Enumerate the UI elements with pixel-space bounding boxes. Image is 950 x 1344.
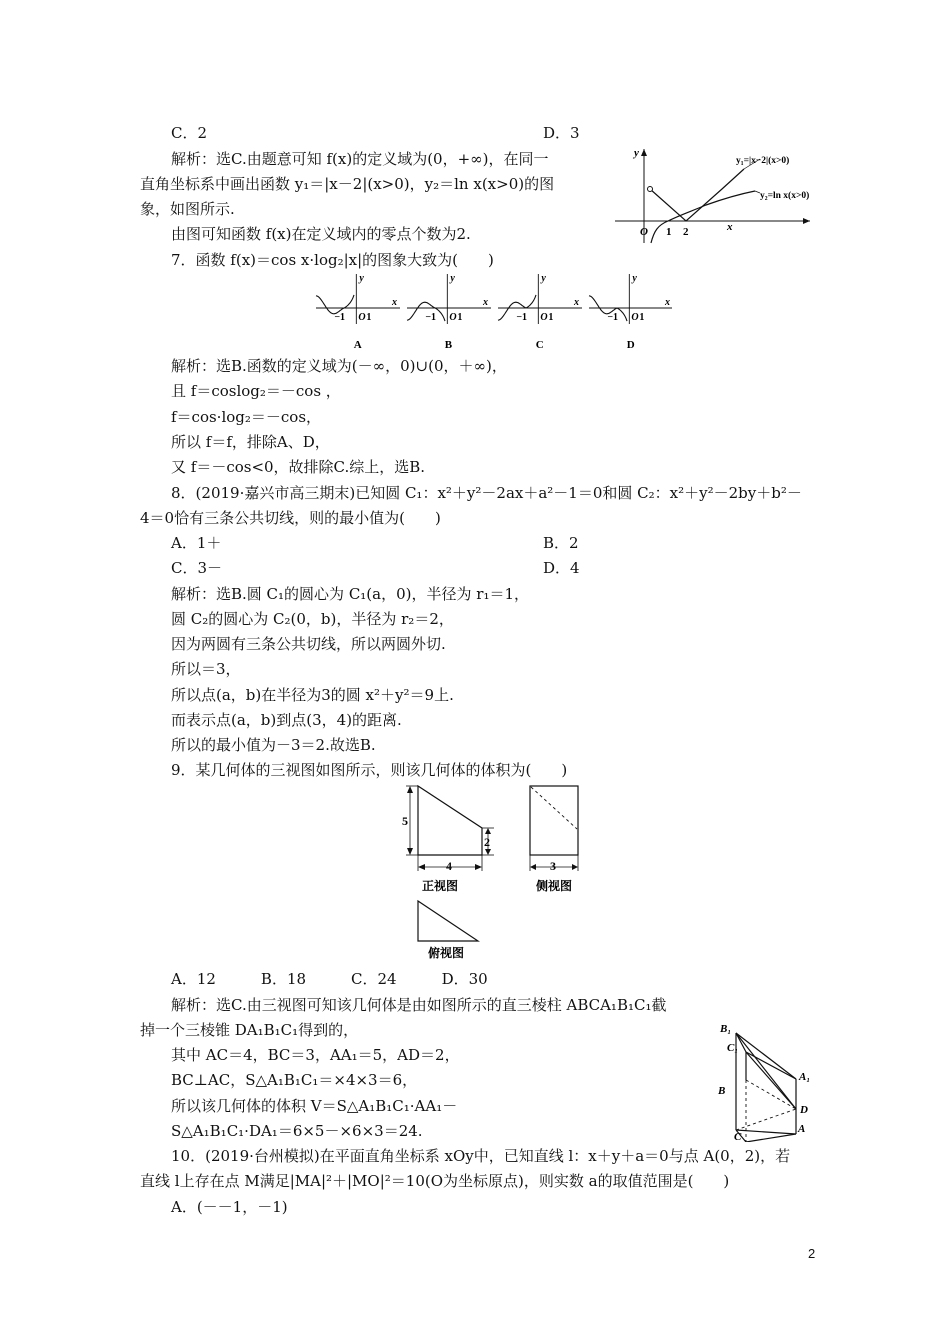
q6-solution-line: 象，如图所示. xyxy=(140,200,235,218)
option-graph-a xyxy=(316,273,400,351)
front-view-label: 正视图 xyxy=(422,879,459,893)
q9-solution-line: 其中 AC＝4，BC＝3，AA₁＝5，AD＝2， xyxy=(171,1046,460,1064)
axis-label: x xyxy=(392,297,397,308)
q6-option-d: D．3 xyxy=(543,124,580,142)
q8-option-b: B．2 xyxy=(543,534,579,552)
top-view-label: 俯视图 xyxy=(428,946,465,960)
axis-label: y xyxy=(359,273,364,284)
option-graph-c xyxy=(498,273,582,351)
y1-curve-label: y₁=|x−2|(x>0) xyxy=(736,156,790,166)
label-a1: A₁ xyxy=(799,1071,811,1083)
tick-label: 1 xyxy=(366,312,372,323)
q10-stem: 直线 l上存在点 M满足|MA|²＋|MO|²＝10(O为坐标原点)，则实数 a的取值范围是( ) xyxy=(140,1172,730,1190)
label-c1: C₁ xyxy=(727,1042,739,1054)
axis-label: x xyxy=(665,297,670,308)
origin-label: O xyxy=(640,226,648,238)
q9-solution-line: BC⊥AC，S△A₁B₁C₁＝×4×3＝6， xyxy=(171,1071,418,1089)
tick-label: O xyxy=(540,312,548,323)
option-letter: D xyxy=(626,339,635,351)
y2-curve-label: y₂=ln x(x>0) xyxy=(760,191,810,201)
y-axis-label: y xyxy=(634,147,639,159)
graph-abs-and-ln xyxy=(610,143,820,252)
q8-stem: 8．(2019·嘉兴市高三期末)已知圆 C₁：x²＋y²－2ax＋a²－1＝0和圆 C₂：x²＋y²－2by＋b²－ xyxy=(171,484,802,502)
q7-solution-line: f＝cos·log₂＝－cos， xyxy=(171,408,322,426)
page-number: 2 xyxy=(808,1246,816,1261)
dim-4: 4 xyxy=(446,859,452,873)
top-view xyxy=(418,901,478,960)
q9-solution-line: 所以该几何体的体积 V＝S△A₁B₁C₁·AA₁－ xyxy=(171,1097,458,1115)
option-letter: B xyxy=(444,339,453,351)
x-axis-label: x xyxy=(727,221,733,233)
prism-figure xyxy=(712,1020,817,1146)
q7-solution-line: 且 f＝coslog₂＝－cos ， xyxy=(171,382,341,400)
q9-solution-line: 掉一个三棱锥 DA₁B₁C₁得到的， xyxy=(140,1021,359,1039)
q6-solution-line: 直角坐标系中画出函数 y₁＝|x－2|(x>0)，y₂＝ln x(x>0)的图 xyxy=(140,175,555,193)
q7-solution-line: 又 f＝－cos<0，故排除C.综上，选B. xyxy=(171,458,426,476)
tick-label: 2 xyxy=(683,226,689,238)
q8-stem: 4＝0恰有三条公共切线，则的最小值为( ) xyxy=(140,509,441,527)
q9-solution-line: 解析：选C.由三视图可知该几何体是由如图所示的直三棱柱 ABCA₁B₁C₁截 xyxy=(171,996,667,1014)
q9-solution-line: S△A₁B₁C₁·DA₁＝6×5－×6×3＝24. xyxy=(171,1122,423,1140)
q6-solution-line: 由图可知函数 f(x)在定义域内的零点个数为2. xyxy=(171,225,471,243)
q6-solution-line: 解析：选C.由题意可知 f(x)的定义域为(0，+∞)，在同一 xyxy=(171,150,549,168)
q6-option-c: C．2 xyxy=(171,124,208,142)
tick-label: −1 xyxy=(425,312,437,323)
q8-solution-line: 所以＝3， xyxy=(171,660,241,678)
graph-options-q7 xyxy=(312,272,672,356)
label-c: C xyxy=(734,1131,742,1142)
side-view-label: 侧视图 xyxy=(536,879,573,893)
q9-options: A．12 B．18 C．24 D．30 xyxy=(171,970,488,988)
front-view xyxy=(402,786,494,893)
option-letter: C xyxy=(535,339,544,351)
three-view-drawing xyxy=(370,783,600,972)
q8-solution-line: 所以的最小值为－3＝2.故选B. xyxy=(171,736,376,754)
q8-option-a: A．1＋ xyxy=(171,534,222,552)
tick-label: −1 xyxy=(334,312,346,323)
label-b1: B₁ xyxy=(720,1023,732,1035)
option-letter: A xyxy=(353,339,362,351)
option-graph-d xyxy=(589,273,672,351)
tick-label: 1 xyxy=(548,312,554,323)
q7-stem: 7．函数 f(x)＝cos x·log₂|x|的图象大致为( ) xyxy=(171,251,494,269)
q8-option-c: C．3－ xyxy=(171,559,223,577)
axis-label: y xyxy=(632,273,637,284)
q7-solution-line: 解析：选B.函数的定义域为(－∞，0)∪(0，＋∞)， xyxy=(171,357,507,375)
label-b: B xyxy=(718,1085,726,1097)
q8-solution-line: 而表示点(a，b)到点(3，4)的距离. xyxy=(171,711,402,729)
q9-stem: 9．某几何体的三视图如图所示，则该几何体的体积为( ) xyxy=(171,761,568,779)
axis-label: y xyxy=(541,273,546,284)
q8-solution-line: 解析：选B.圆 C₁的圆心为 C₁(a，0)，半径为 r₁＝1， xyxy=(171,585,529,603)
tick-label: 1 xyxy=(457,312,463,323)
axis-label: y xyxy=(450,273,455,284)
axis-label: x xyxy=(574,297,579,308)
label-a: A xyxy=(798,1123,806,1135)
q7-solution-line: 所以 f＝f，排除A、D， xyxy=(171,433,330,451)
side-view xyxy=(530,786,578,893)
axis-label: x xyxy=(483,297,488,308)
label-d: D xyxy=(800,1104,808,1116)
q8-solution-line: 圆 C₂的圆心为 C₂(0，b)，半径为 r₂＝2， xyxy=(171,610,454,628)
tick-label: 1 xyxy=(666,226,672,238)
q8-option-d: D．4 xyxy=(543,559,580,577)
q8-solution-line: 所以点(a，b)在半径为3的圆 x²＋y²＝9上. xyxy=(171,686,454,704)
q10-stem: 10．(2019·台州模拟)在平面直角坐标系 xOy中，已知直线 l：x＋y＋a＝0与点 A(0，2)，若 xyxy=(171,1147,791,1165)
tick-label: −1 xyxy=(516,312,528,323)
dim-2: 2 xyxy=(484,835,490,849)
tick-label: −1 xyxy=(607,312,619,323)
tick-label: 1 xyxy=(639,312,645,323)
tick-label: O xyxy=(449,312,457,323)
option-graph-b xyxy=(407,273,491,351)
dim-3: 3 xyxy=(550,859,556,873)
tick-label: O xyxy=(631,312,639,323)
q8-solution-line: 因为两圆有三条公共切线，所以两圆外切. xyxy=(171,635,446,653)
dim-5: 5 xyxy=(402,814,408,828)
q10-option-a: A．(－－1，－1) xyxy=(171,1198,288,1216)
tick-label: O xyxy=(358,312,366,323)
